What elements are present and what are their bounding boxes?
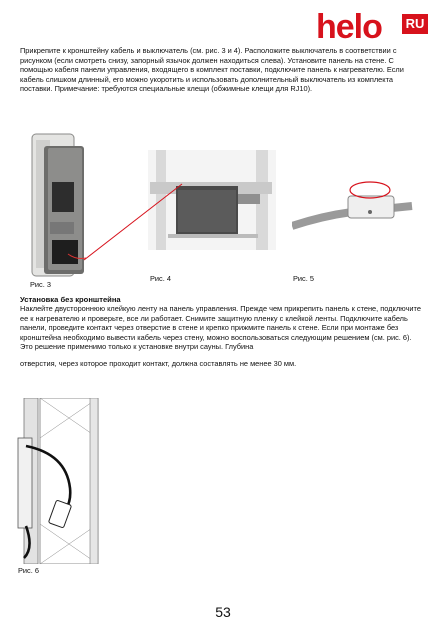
figure-4-caption: Рис. 4 [150, 274, 171, 283]
figure-6-illustration [14, 398, 114, 564]
section-paragraph-end: отверстия, через которое проходит контакт, должна составлять не менее 30 мм. [20, 359, 297, 368]
figure-6-caption: Рис. 6 [18, 566, 39, 575]
callout-line [80, 180, 190, 270]
figure-3-caption: Рис. 3 [30, 280, 51, 289]
brand-logo: helo [316, 8, 382, 46]
section-heading: Установка без кронштейна [20, 295, 121, 304]
language-badge: RU [402, 14, 428, 34]
intro-paragraph: Прикрепите к кронштейну кабель и выключатель (см. рис. 3 и 4). Расположите выключатель в соответствии с рисунком (если смотреть снизу, запорный язычок должен находиться слева). Установите панель на стене. С помощью кабеля панели управления, входящего в комплект поставки, подключите панель к нагревателю. Если кабель слишком длинный, его можно укоротить и использовать дополнительный выключатель из комплекта поставки. Примечание: требуются специальные клещи (обжимные клещи для RJ10). [20, 46, 404, 94]
page-number: 53 [215, 604, 231, 620]
figure-5-illustration [292, 176, 420, 246]
figure-5-caption: Рис. 5 [293, 274, 314, 283]
section-paragraph: Наклейте двустороннюю клейкую ленту на панель управления. Прежде чем прикрепить панель к стене, подключите ее к нагревателю и проверьте, все ли работает. Снимите защитную пленку с клейкой ленты. Подключите кабель панели, проведите контакт через отверстие в стене и крепко прижмите панель к стене. Если при монтаже без кронштейна необходимо вывести кабель через стену, можно воспользоваться следующим решением (см. рис. 6). Это решение применимо только к установке внутри сауны. Глубина [20, 304, 421, 352]
